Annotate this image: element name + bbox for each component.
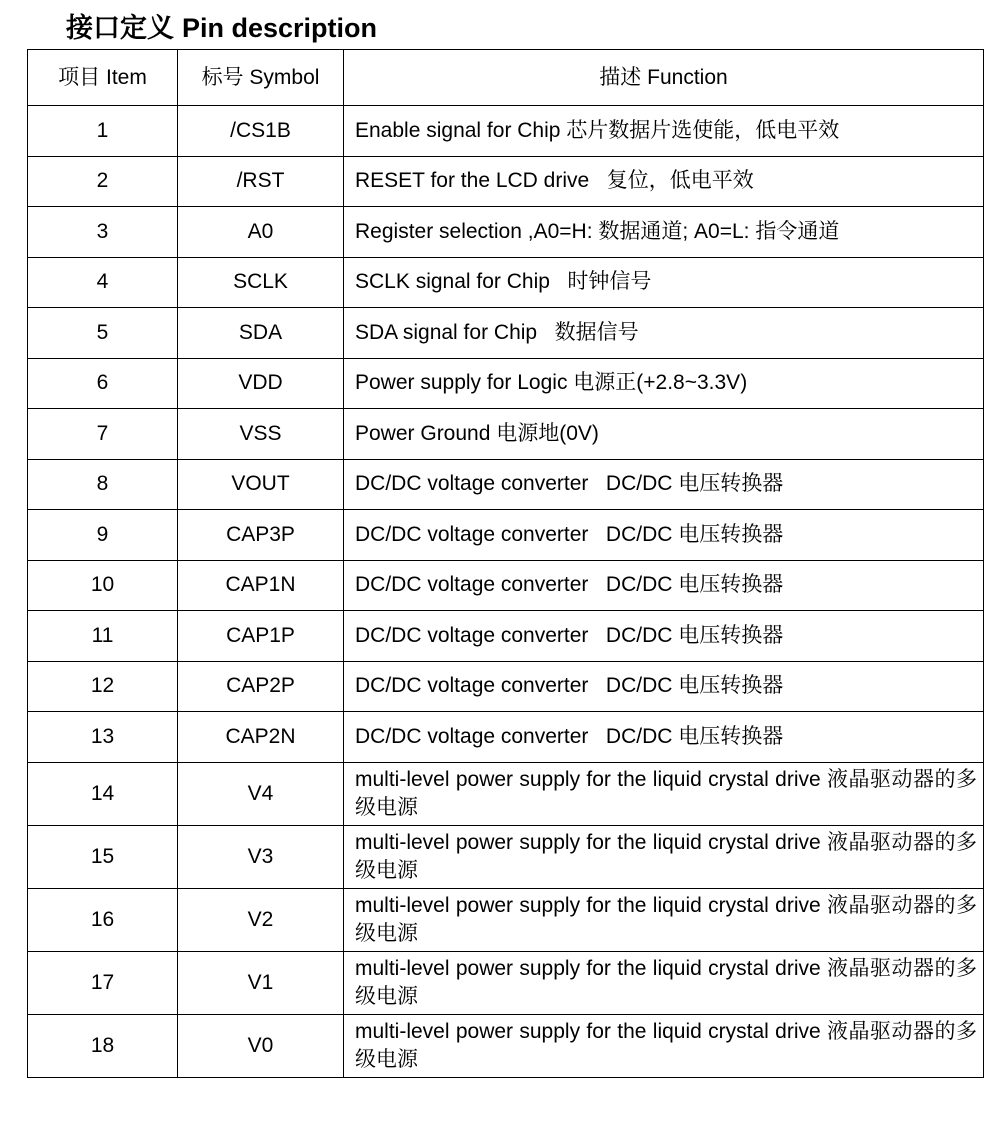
table-header-row [28, 50, 984, 106]
cell-function: Power supply for Logic 电源正(+2.8~3.3V) [344, 358, 984, 409]
header-symbol: 标号 Symbol [178, 50, 344, 106]
cell-symbol: /CS1B [178, 106, 344, 157]
cell-function: DC/DC voltage converter DC/DC 电压转换器 [344, 560, 984, 611]
cell-item: 13 [28, 712, 178, 763]
cell-function: DC/DC voltage converter DC/DC 电压转换器 [344, 510, 984, 561]
cell-function: multi-level power supply for the liquid crystal drive 液晶驱动器的多级电源 [344, 951, 984, 1014]
cell-function: multi-level power supply for the liquid crystal drive 液晶驱动器的多级电源 [344, 762, 984, 825]
cell-function: DC/DC voltage converter DC/DC 电压转换器 [344, 459, 984, 510]
cell-symbol: CAP2P [178, 661, 344, 712]
cell-item: 4 [28, 257, 178, 308]
cell-symbol: A0 [178, 207, 344, 258]
cell-symbol: V0 [178, 1014, 344, 1077]
header-item: 项目 Item [28, 50, 178, 106]
cell-function: SDA signal for Chip 数据信号 [344, 308, 984, 359]
cell-symbol: CAP1N [178, 560, 344, 611]
cell-item: 12 [28, 661, 178, 712]
cell-item: 5 [28, 308, 178, 359]
cell-function: Enable signal for Chip 芯片数据片选使能，低电平效 [344, 106, 984, 157]
cell-item: 3 [28, 207, 178, 258]
cell-function: Register selection ,A0=H: 数据通道; A0=L: 指令通道 [344, 207, 984, 258]
cell-item: 10 [28, 560, 178, 611]
cell-item: 1 [28, 106, 178, 157]
table-body [28, 106, 984, 1078]
page-title-en: Pin description [182, 13, 378, 43]
cell-symbol: V2 [178, 888, 344, 951]
cell-item: 17 [28, 951, 178, 1014]
table-row [28, 762, 984, 825]
cell-symbol: V4 [178, 762, 344, 825]
table-row [28, 409, 984, 460]
cell-function: Power Ground 电源地(0V) [344, 409, 984, 460]
cell-function: DC/DC voltage converter DC/DC 电压转换器 [344, 661, 984, 712]
table-row [28, 560, 984, 611]
cell-function: DC/DC voltage converter DC/DC 电压转换器 [344, 712, 984, 763]
cell-function: RESET for the LCD drive 复位，低电平效 [344, 156, 984, 207]
cell-function: multi-level power supply for the liquid crystal drive 液晶驱动器的多级电源 [344, 1014, 984, 1077]
cell-symbol: VDD [178, 358, 344, 409]
pin-description-table [27, 49, 984, 1078]
table-row [28, 611, 984, 662]
cell-item: 18 [28, 1014, 178, 1077]
cell-symbol: /RST [178, 156, 344, 207]
cell-function: DC/DC voltage converter DC/DC 电压转换器 [344, 611, 984, 662]
cell-item: 8 [28, 459, 178, 510]
table-row [28, 825, 984, 888]
cell-item: 15 [28, 825, 178, 888]
table-row [28, 308, 984, 359]
cell-symbol: CAP3P [178, 510, 344, 561]
cell-item: 7 [28, 409, 178, 460]
table-row [28, 106, 984, 157]
table-row [28, 510, 984, 561]
cell-symbol: VOUT [178, 459, 344, 510]
cell-function: multi-level power supply for the liquid crystal drive 液晶驱动器的多级电源 [344, 888, 984, 951]
cell-function: multi-level power supply for the liquid crystal drive 液晶驱动器的多级电源 [344, 825, 984, 888]
table-row [28, 888, 984, 951]
cell-item: 16 [28, 888, 178, 951]
cell-item: 2 [28, 156, 178, 207]
page-title [66, 10, 377, 46]
cell-item: 14 [28, 762, 178, 825]
table-row [28, 459, 984, 510]
cell-symbol: SDA [178, 308, 344, 359]
header-function: 描述 Function [344, 50, 984, 106]
table-row [28, 1014, 984, 1077]
cell-symbol: CAP1P [178, 611, 344, 662]
cell-symbol: SCLK [178, 257, 344, 308]
cell-item: 6 [28, 358, 178, 409]
cell-symbol: V3 [178, 825, 344, 888]
table-row [28, 661, 984, 712]
page-title-zh: 接口定义 [66, 13, 174, 43]
cell-symbol: V1 [178, 951, 344, 1014]
cell-item: 9 [28, 510, 178, 561]
table-row [28, 712, 984, 763]
cell-symbol: CAP2N [178, 712, 344, 763]
table-row [28, 358, 984, 409]
cell-item: 11 [28, 611, 178, 662]
table-row [28, 951, 984, 1014]
table-row [28, 257, 984, 308]
table-row [28, 207, 984, 258]
cell-function: SCLK signal for Chip 时钟信号 [344, 257, 984, 308]
cell-symbol: VSS [178, 409, 344, 460]
table-row [28, 156, 984, 207]
